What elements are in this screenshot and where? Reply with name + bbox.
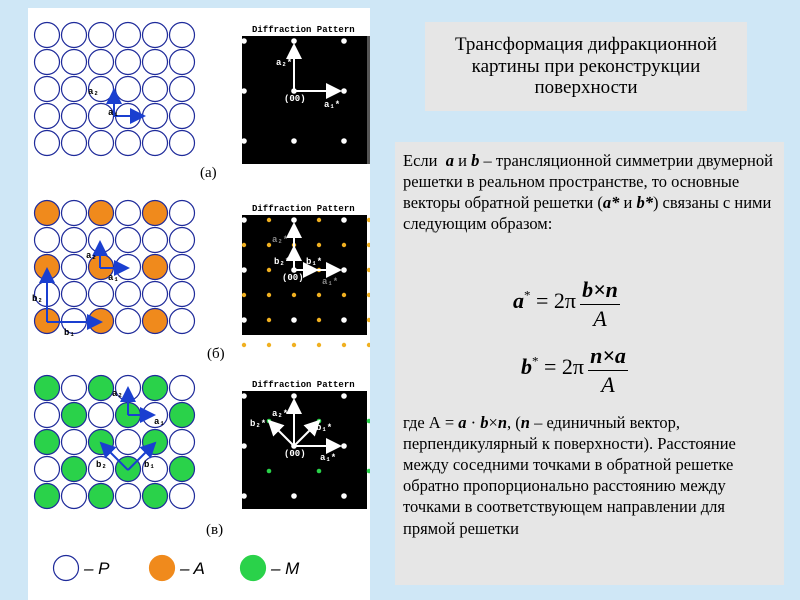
- lattice-figures: [28, 8, 370, 600]
- vector-label: (00): [282, 273, 304, 283]
- atom: [62, 131, 87, 156]
- atom: [35, 430, 60, 455]
- extra-spot: [367, 318, 370, 322]
- vector-label: a₂*: [272, 235, 289, 245]
- equation-a-star: a* = 2π $\frac{b\times n}{A}$: [513, 277, 618, 332]
- diffraction-spot: [341, 493, 347, 499]
- extra-spot: [242, 293, 246, 297]
- extra-spot: [367, 343, 370, 347]
- atom: [116, 228, 141, 253]
- diffraction-spot: [291, 38, 297, 44]
- extra-spot: [367, 268, 370, 272]
- vector-label: a₂: [88, 87, 99, 97]
- equation-b-star: b* = 2π $\frac{n\times a}{A}$: [521, 343, 626, 398]
- atom: [170, 376, 195, 401]
- vector-label: a₂: [86, 251, 97, 261]
- diffraction-spot: [341, 38, 347, 44]
- atom: [170, 457, 195, 482]
- vector-label: b₂*: [250, 419, 267, 429]
- extra-spot: [367, 419, 370, 424]
- extra-spot: [317, 469, 322, 474]
- extra-spot: [317, 218, 321, 222]
- legend-swatch: [150, 556, 175, 581]
- atom: [62, 104, 87, 129]
- atom: [143, 23, 168, 48]
- extra-spot: [342, 243, 346, 247]
- atom: [62, 23, 87, 48]
- atom: [35, 228, 60, 253]
- atom: [35, 77, 60, 102]
- vector-label: a₁*: [322, 277, 339, 287]
- atom: [143, 104, 168, 129]
- extra-spot: [317, 318, 321, 322]
- diffraction-spot: [241, 443, 247, 449]
- atom: [89, 403, 114, 428]
- vector-label: a₁*: [320, 453, 337, 463]
- extra-spot: [242, 243, 246, 247]
- diffraction-spot: [241, 38, 247, 44]
- atom: [89, 484, 114, 509]
- atom: [62, 403, 87, 428]
- atom: [143, 484, 168, 509]
- caption-a: (a): [200, 165, 217, 181]
- diffraction-spot: [341, 393, 347, 399]
- extra-spot: [292, 343, 296, 347]
- atom: [170, 104, 195, 129]
- atom: [116, 131, 141, 156]
- diffraction-spot: [291, 138, 297, 144]
- atom: [143, 255, 168, 280]
- atom: [89, 282, 114, 307]
- vector-label: b₂: [96, 460, 107, 470]
- atom: [170, 77, 195, 102]
- atom: [143, 131, 168, 156]
- extra-spot: [267, 268, 271, 272]
- legend-swatch: [241, 556, 266, 581]
- legend-label: – P: [84, 559, 110, 578]
- atom: [89, 131, 114, 156]
- extra-spot: [267, 293, 271, 297]
- atom: [116, 50, 141, 75]
- atom: [170, 430, 195, 455]
- diffraction-spot: [241, 138, 247, 144]
- slide-title: [425, 22, 747, 111]
- atom: [170, 282, 195, 307]
- atom: [143, 376, 168, 401]
- diffraction-spot: [341, 443, 347, 449]
- panel-edge: [367, 36, 370, 164]
- atom: [62, 376, 87, 401]
- diffraction-pattern: [242, 215, 367, 335]
- atom: [170, 201, 195, 226]
- extra-spot: [267, 243, 271, 247]
- diffraction-spot: [291, 217, 297, 223]
- atom: [170, 255, 195, 280]
- atom: [62, 201, 87, 226]
- diffraction-spot: [291, 393, 297, 399]
- extra-spot: [292, 293, 296, 297]
- extra-spot: [317, 243, 321, 247]
- atom: [143, 309, 168, 334]
- extra-spot: [342, 343, 346, 347]
- diffraction-spot: [341, 88, 347, 94]
- diffraction-spot: [341, 138, 347, 144]
- atom: [89, 23, 114, 48]
- atom: [116, 77, 141, 102]
- atom: [35, 201, 60, 226]
- vector-label: b₂*: [274, 257, 291, 267]
- atom: [170, 50, 195, 75]
- diffraction-spot: [241, 493, 247, 499]
- diffraction-spot: [341, 267, 347, 273]
- figure-panel: [28, 8, 370, 600]
- atom: [116, 484, 141, 509]
- atom: [35, 50, 60, 75]
- legend-swatch: [54, 556, 79, 581]
- extra-spot: [342, 293, 346, 297]
- atom: [62, 50, 87, 75]
- caption-b: (б): [207, 346, 225, 362]
- atom: [62, 484, 87, 509]
- atom: [62, 430, 87, 455]
- diffraction-title: Diffraction Pattern: [252, 25, 355, 35]
- atom: [35, 131, 60, 156]
- diffraction-spot: [341, 217, 347, 223]
- extra-spot: [367, 293, 370, 297]
- diffraction-spot: [291, 493, 297, 499]
- diffraction-spot: [241, 217, 247, 223]
- atom: [89, 50, 114, 75]
- vector-label: b₁: [144, 460, 155, 470]
- extra-spot: [367, 218, 370, 222]
- slide-title-text: Трансформация дифракционной картины при реконструкции поверхности: [455, 33, 717, 99]
- diffraction-spot: [341, 317, 347, 323]
- extra-spot: [367, 243, 370, 247]
- explanation-box: [395, 142, 784, 585]
- extra-spot: [317, 293, 321, 297]
- atom: [116, 430, 141, 455]
- vector-label: b₁*: [306, 257, 323, 267]
- caption-c: (в): [206, 522, 224, 538]
- vector-label: b₂: [32, 294, 43, 304]
- legend-label: – M: [271, 559, 300, 578]
- vector-label: a₁: [108, 273, 119, 283]
- extra-spot: [267, 469, 272, 474]
- vector-label: a₁: [108, 108, 119, 118]
- diffraction-spot: [241, 88, 247, 94]
- vector-label: a₁: [154, 417, 165, 427]
- atom: [116, 23, 141, 48]
- atom: [35, 484, 60, 509]
- atom: [116, 201, 141, 226]
- atom: [35, 457, 60, 482]
- atom: [62, 282, 87, 307]
- diffraction-title: Diffraction Pattern: [252, 380, 355, 390]
- atom: [170, 309, 195, 334]
- diffraction-spot: [241, 393, 247, 399]
- diffraction-spot: [291, 317, 297, 323]
- atom: [62, 457, 87, 482]
- vector-label: a₂*: [276, 58, 293, 68]
- extra-spot: [267, 318, 271, 322]
- atom: [89, 201, 114, 226]
- extra-spot: [267, 343, 271, 347]
- extra-spot: [367, 469, 370, 474]
- atom: [116, 309, 141, 334]
- diffraction-title: Diffraction Pattern: [252, 204, 355, 214]
- extra-spot: [242, 343, 246, 347]
- vector-label: a₁*: [324, 100, 341, 110]
- atom: [35, 104, 60, 129]
- atom: [35, 376, 60, 401]
- atom: [116, 282, 141, 307]
- atom: [170, 403, 195, 428]
- atom: [62, 77, 87, 102]
- extra-spot: [317, 343, 321, 347]
- atom: [62, 228, 87, 253]
- vector-label: b₁*: [316, 423, 333, 433]
- atom: [143, 201, 168, 226]
- atom: [35, 403, 60, 428]
- atom: [35, 23, 60, 48]
- diffraction-spot: [241, 267, 247, 273]
- atom: [143, 50, 168, 75]
- extra-spot: [267, 218, 271, 222]
- atom: [143, 282, 168, 307]
- atom: [143, 228, 168, 253]
- atom: [170, 228, 195, 253]
- atom: [170, 484, 195, 509]
- outro-text: где А = a · b×n, (n – единичный вектор, перпендикулярный к поверхности). Расстояние между соседними точками в обратной решетке обратно пропорционально расстоянию между точками в соответствующем направлении для прямой решетки: [403, 413, 736, 538]
- vector-label: a₂*: [272, 409, 289, 419]
- intro-text: Если a и b – трансляционной симметрии двумерной решетки в реальном пространстве, то основные векторы обратной решетки (a* и b*) связаны с ними следующим образом:: [403, 151, 773, 234]
- atom: [89, 376, 114, 401]
- diffraction-spot: [241, 317, 247, 323]
- vector-label: (00): [284, 94, 306, 104]
- vector-label: (00): [284, 449, 306, 459]
- legend-label: – A: [180, 559, 205, 578]
- atom: [170, 23, 195, 48]
- atom: [170, 131, 195, 156]
- atom: [62, 255, 87, 280]
- vector-label: a₂: [112, 389, 123, 399]
- vector-label: b₁: [64, 328, 75, 338]
- atom: [143, 77, 168, 102]
